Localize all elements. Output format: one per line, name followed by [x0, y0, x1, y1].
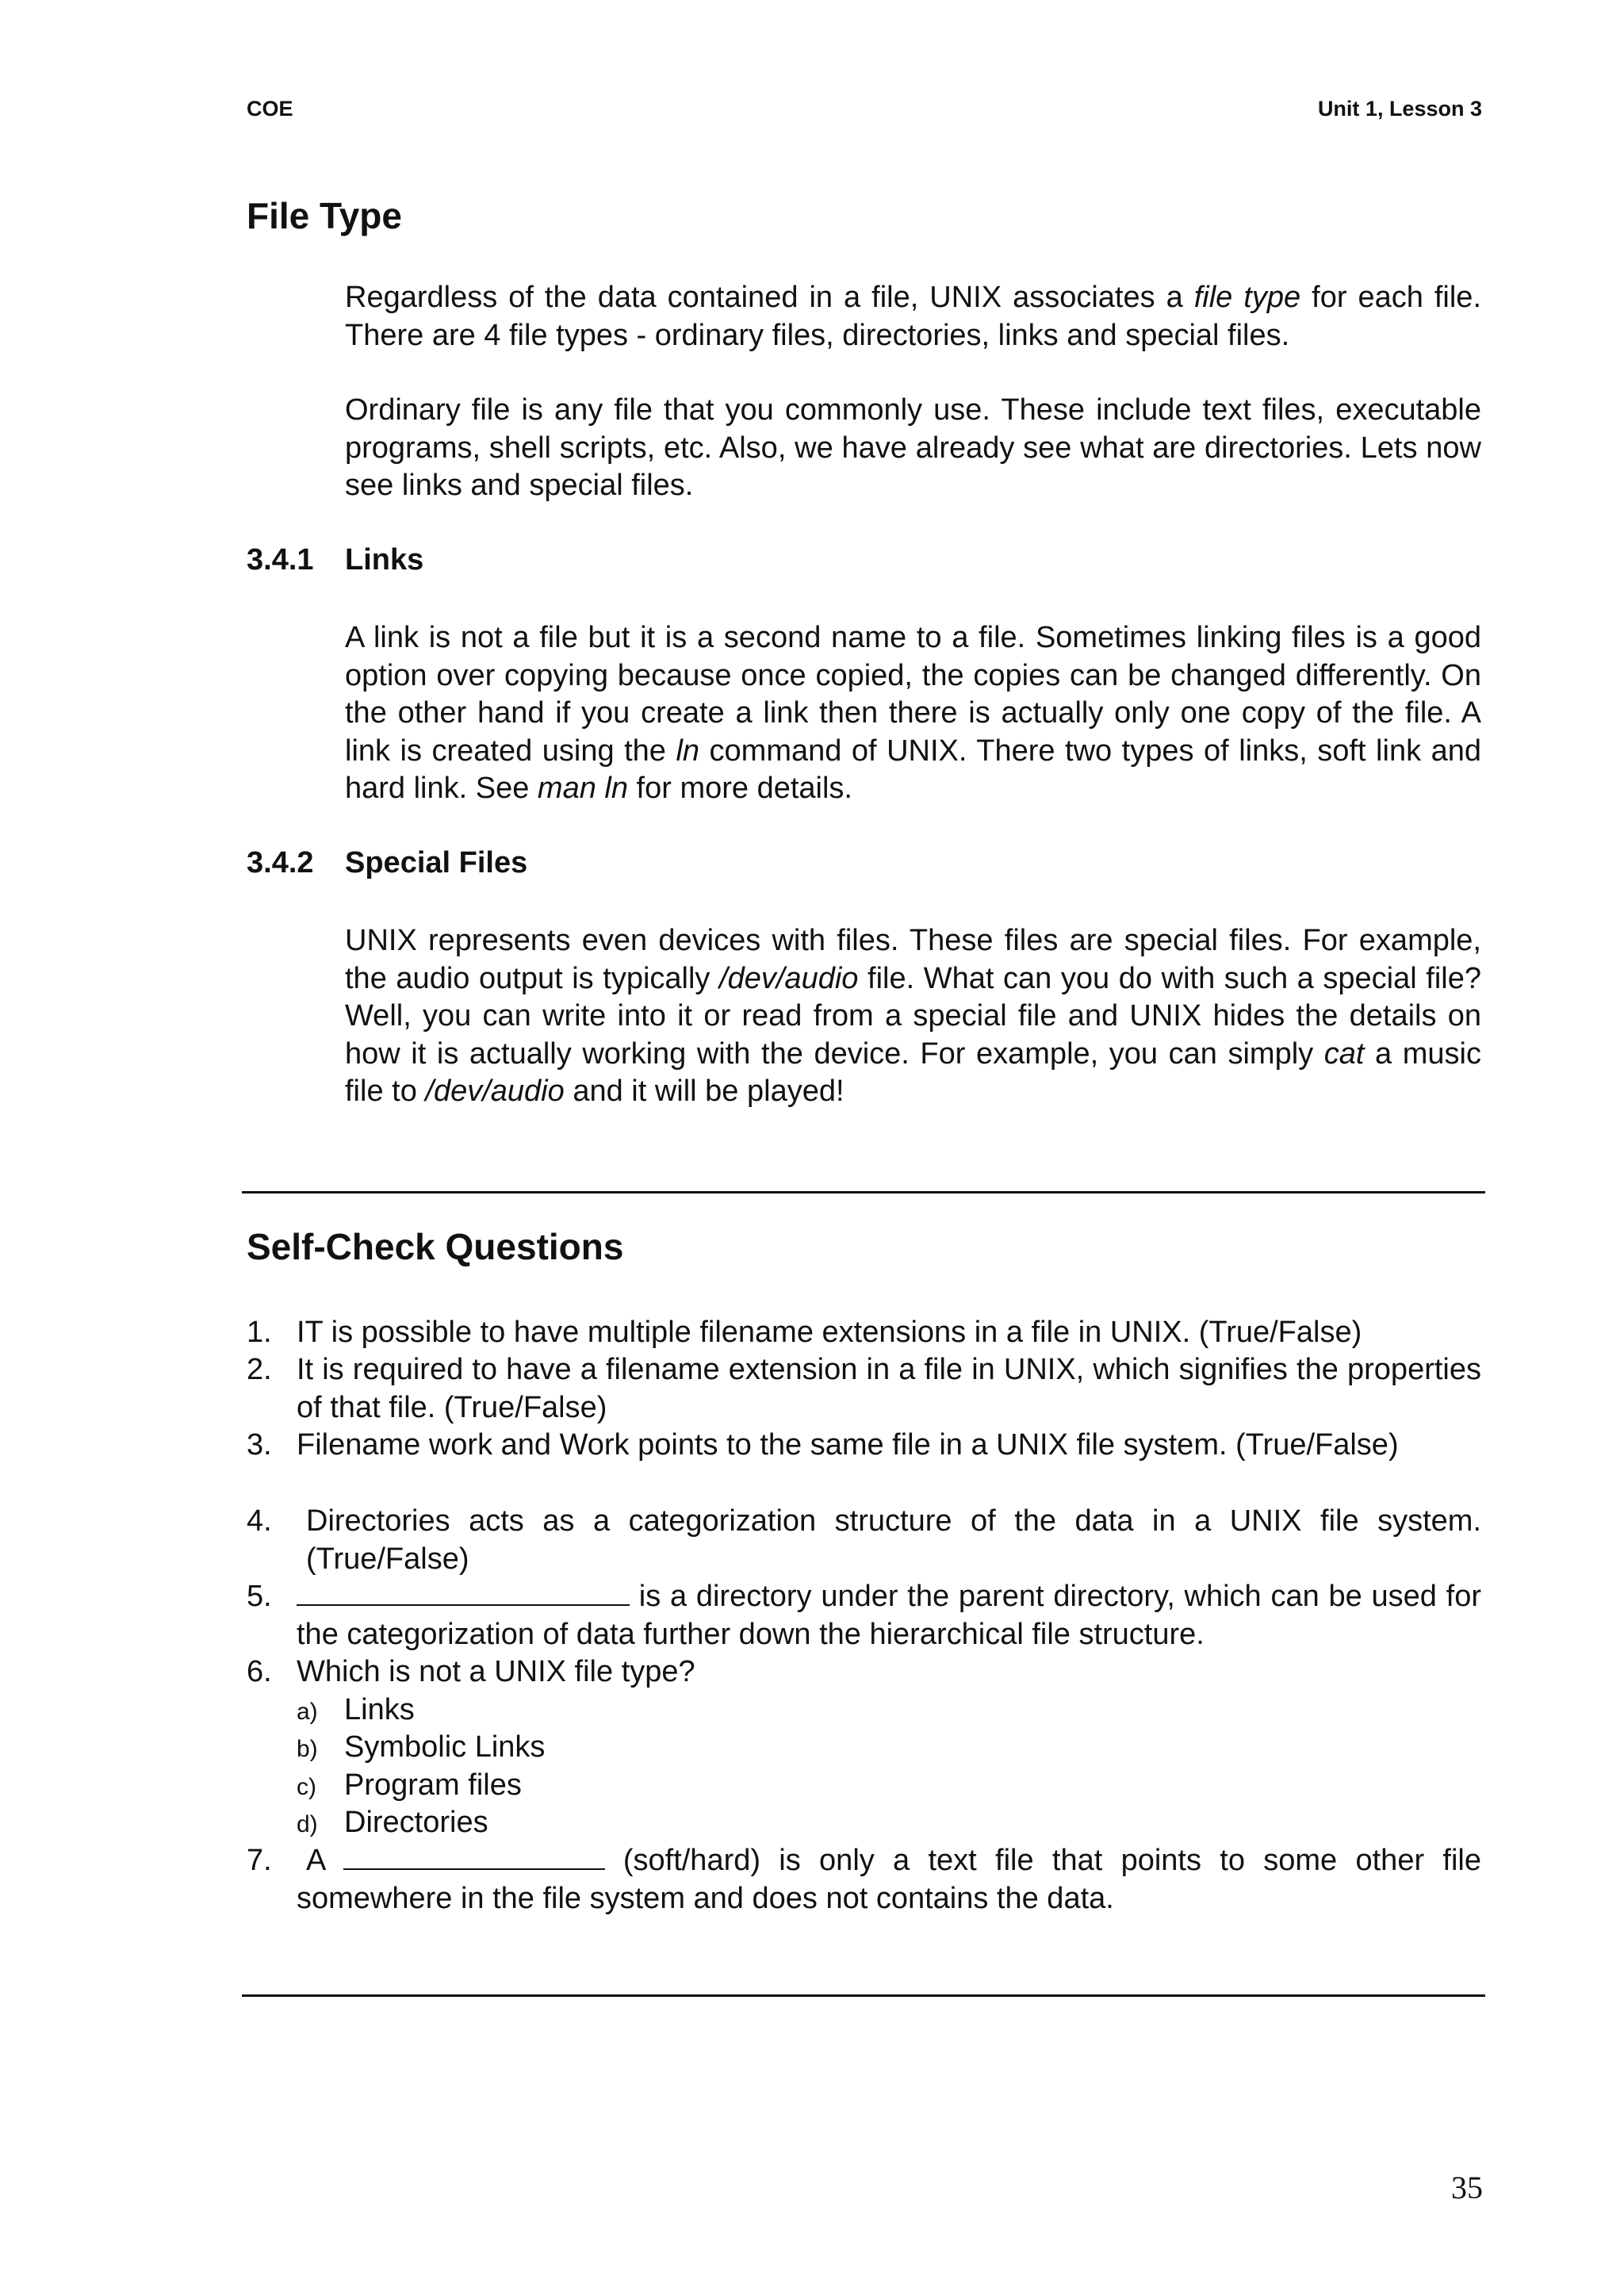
subsection-title: Links: [345, 543, 424, 577]
question-article: A: [306, 1844, 325, 1877]
question-number: 1.: [247, 1316, 272, 1349]
subsection-heading-special-files: [247, 846, 527, 880]
option-text: Directories: [344, 1806, 488, 1839]
text-run: for each file. There are 4 file types - ordinary files, directories, links and special files.: [345, 281, 1482, 352]
text-run: and it will be played!: [564, 1075, 845, 1108]
emphasis-man-ln: man ln: [537, 772, 628, 805]
text-run: file. What can you do with such a special file? Well, you can write into it or read from a special file and UNIX hides the details on how it is actually working with the device. For example, you can simply: [345, 961, 1481, 1071]
emphasis-cat: cat: [1323, 1036, 1365, 1071]
question-3: [247, 1427, 1481, 1465]
text-run: Regardless of the data contained in a file, UNIX associates a: [345, 281, 1194, 314]
question-5: [247, 1578, 1481, 1653]
emphasis-dev-audio: /dev/audio: [719, 961, 859, 995]
question-number: 2.: [247, 1353, 272, 1386]
question-text: (soft/hard) is only a text file that points to some other file somewhere in the file system and does not contains the data.: [297, 1844, 1481, 1915]
special-files-paragraph: [345, 922, 1481, 1111]
header-course: COE: [247, 97, 293, 121]
question-6: [247, 1653, 1481, 1692]
text-run: a music file to: [345, 1036, 1482, 1108]
subsection-number: 3.4.1: [247, 543, 314, 577]
option-c: [297, 1767, 522, 1806]
text-run: for more details.: [627, 772, 852, 805]
option-letter: d): [297, 1811, 318, 1837]
section-title-file-type: File Type: [247, 195, 402, 236]
question-number: 5.: [247, 1580, 272, 1613]
emphasis-file-type: file type: [1193, 281, 1301, 314]
question-1: [247, 1314, 1481, 1352]
question-4: [247, 1503, 1481, 1578]
question-text: IT is possible to have multiple filename extensions in a file in UNIX. (True/False): [297, 1316, 1362, 1349]
text-run: A link is not a file but it is a second name to a file. Sometimes linking files is a good option over copying because once copied, the copies can be changed differently. On the other hand if you create a link then there is actually only one copy of the file. A link is created using the: [345, 621, 1481, 768]
option-letter: c): [297, 1774, 316, 1800]
question-text: Which is not a UNIX file type?: [297, 1655, 695, 1688]
option-text: Symbolic Links: [344, 1730, 546, 1764]
page-header: [247, 97, 1482, 128]
horizontal-rule-bottom: [242, 1994, 1485, 1997]
answer-blank: [343, 1845, 605, 1870]
option-letter: b): [297, 1736, 318, 1762]
question-text: is a directory under the parent directory, which can be used for the categorization of data further down the hierarchical file structure.: [297, 1580, 1481, 1651]
header-unit-lesson: Unit 1, Lesson 3: [1317, 97, 1482, 121]
question-number: 6.: [247, 1655, 272, 1688]
emphasis-ln: ln: [676, 734, 700, 768]
option-letter: a): [297, 1699, 318, 1725]
option-text: Links: [344, 1693, 415, 1726]
question-text: Filename work and Work points to the same file in a UNIX file system. (True/False): [297, 1428, 1399, 1462]
question-2: [247, 1351, 1481, 1427]
question-text-with-blank: [297, 1842, 1481, 1918]
text-run: command of UNIX. There two types of links, soft link and hard link. See: [345, 734, 1481, 805]
option-b: [297, 1729, 545, 1768]
file-type-paragraph-2: Ordinary file is any file that you commonly use. These include text files, executable programs, shell scripts, etc. Also, we have already see what are directories. Lets now see links and special files.: [345, 393, 1481, 502]
option-text: Program files: [344, 1768, 522, 1802]
horizontal-rule-top: [242, 1191, 1485, 1193]
section-title-self-check: Self-Check Questions: [247, 1226, 624, 1267]
question-number: 4.: [247, 1504, 272, 1538]
question-7: [247, 1842, 1481, 1918]
question-number: 7.: [247, 1844, 272, 1877]
emphasis-dev-audio: /dev/audio: [425, 1075, 565, 1108]
links-paragraph: [345, 619, 1481, 808]
question-number: 3.: [247, 1428, 272, 1462]
option-a: [297, 1692, 415, 1731]
option-d: [297, 1804, 488, 1844]
subsection-number: 3.4.2: [247, 846, 314, 879]
subsection-title: Special Files: [345, 846, 528, 879]
question-text-with-blank: [297, 1578, 1481, 1653]
text-run: UNIX represents even devices with files. These files are special files. For example, the audio output is typically: [345, 924, 1481, 995]
question-text: Directories acts as a categorization structure of the data in a UNIX file system. (True/False): [306, 1504, 1481, 1576]
answer-blank: [297, 1580, 630, 1606]
file-type-paragraph-1: [345, 279, 1481, 354]
question-text: It is required to have a filename extension in a file in UNIX, which signifies the properties of that file. (True/False): [297, 1353, 1481, 1424]
subsection-heading-links: [247, 543, 423, 577]
page-number: 35: [1451, 2170, 1483, 2205]
